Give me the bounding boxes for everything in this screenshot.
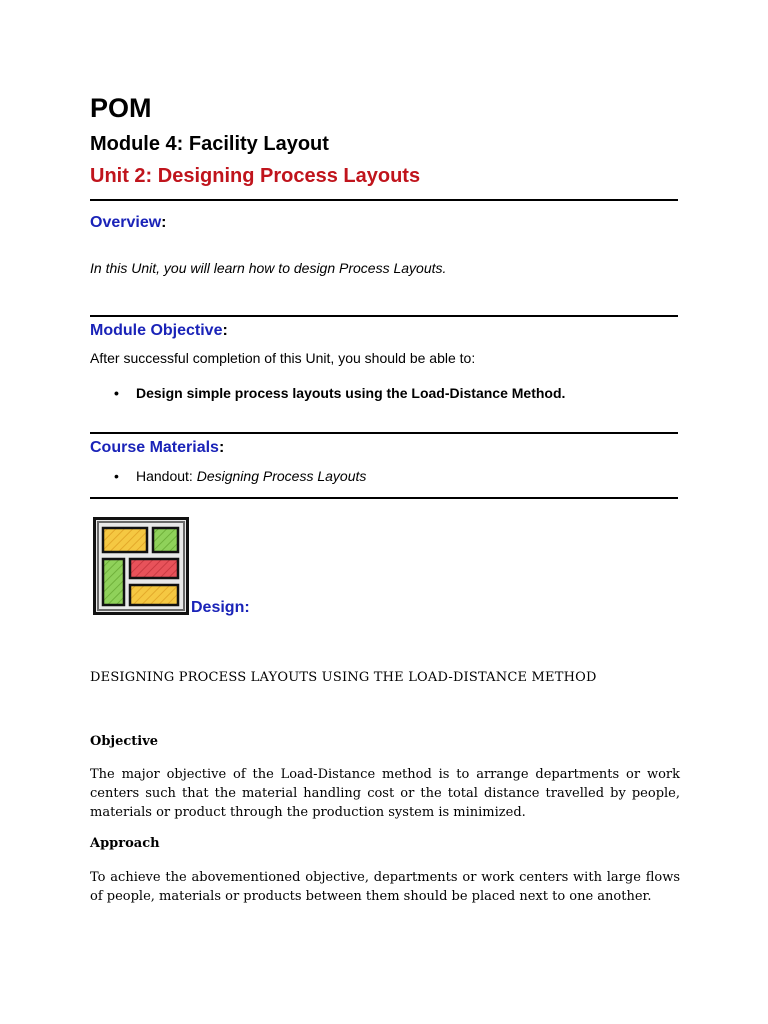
objective-heading [90, 320, 228, 342]
bullet-icon: • [114, 385, 119, 401]
divider [90, 432, 678, 434]
approach-subheading: Approach [90, 836, 160, 851]
content-title: DESIGNING PROCESS LAYOUTS USING THE LOAD-DISTANCE METHOD [90, 670, 597, 685]
objective-subheading: Objective [90, 734, 159, 749]
heading-colon: : [161, 214, 167, 231]
objective-item-text: Design simple process layouts using the Load-Distance Method. [136, 385, 566, 401]
divider [90, 199, 678, 201]
materials-list-item [114, 466, 367, 486]
module-title: Module 4: Facility Layout [90, 133, 329, 155]
objective-paragraph: The major objective of the Load-Distance method is to arrange departments or work centers such that the material handling cost or the total distance travelled by people, materials or product through the production system is minimized. [90, 767, 680, 820]
materials-heading [90, 437, 224, 459]
icon-block-green-left [103, 559, 124, 605]
heading-colon: : [222, 322, 228, 339]
objective-intro: After successful completion of this Unit, you should be able to: [90, 350, 476, 366]
divider [90, 315, 678, 317]
objective-list-item [114, 383, 566, 403]
layout-blocks-icon [93, 517, 189, 615]
heading-colon: : [218, 439, 225, 456]
design-label: Design: [191, 599, 250, 616]
course-title: POM [90, 93, 152, 123]
overview-heading-label: Overview [90, 214, 162, 231]
bullet-icon: • [114, 468, 119, 484]
divider [90, 497, 678, 499]
unit-title: Unit 2: Designing Process Layouts [90, 165, 421, 187]
materials-item-title: Designing Process Layouts [196, 468, 367, 484]
materials-heading-label: Course Materials [90, 439, 219, 456]
materials-item-prefix: Handout: [136, 468, 197, 484]
overview-heading [90, 212, 166, 234]
approach-paragraph: To achieve the abovementioned objective, departments or work centers with large flows of people, materials or products between them should be placed next to one another. [90, 870, 680, 904]
icon-block-yellow-bottom [130, 585, 178, 605]
icon-block-red [130, 559, 178, 578]
overview-text: In this Unit, you will learn how to design Process Layouts. [90, 260, 447, 276]
icon-block-green-top [153, 528, 178, 552]
objective-heading-label: Module Objective [90, 322, 223, 339]
icon-block-yellow-top [103, 528, 147, 552]
